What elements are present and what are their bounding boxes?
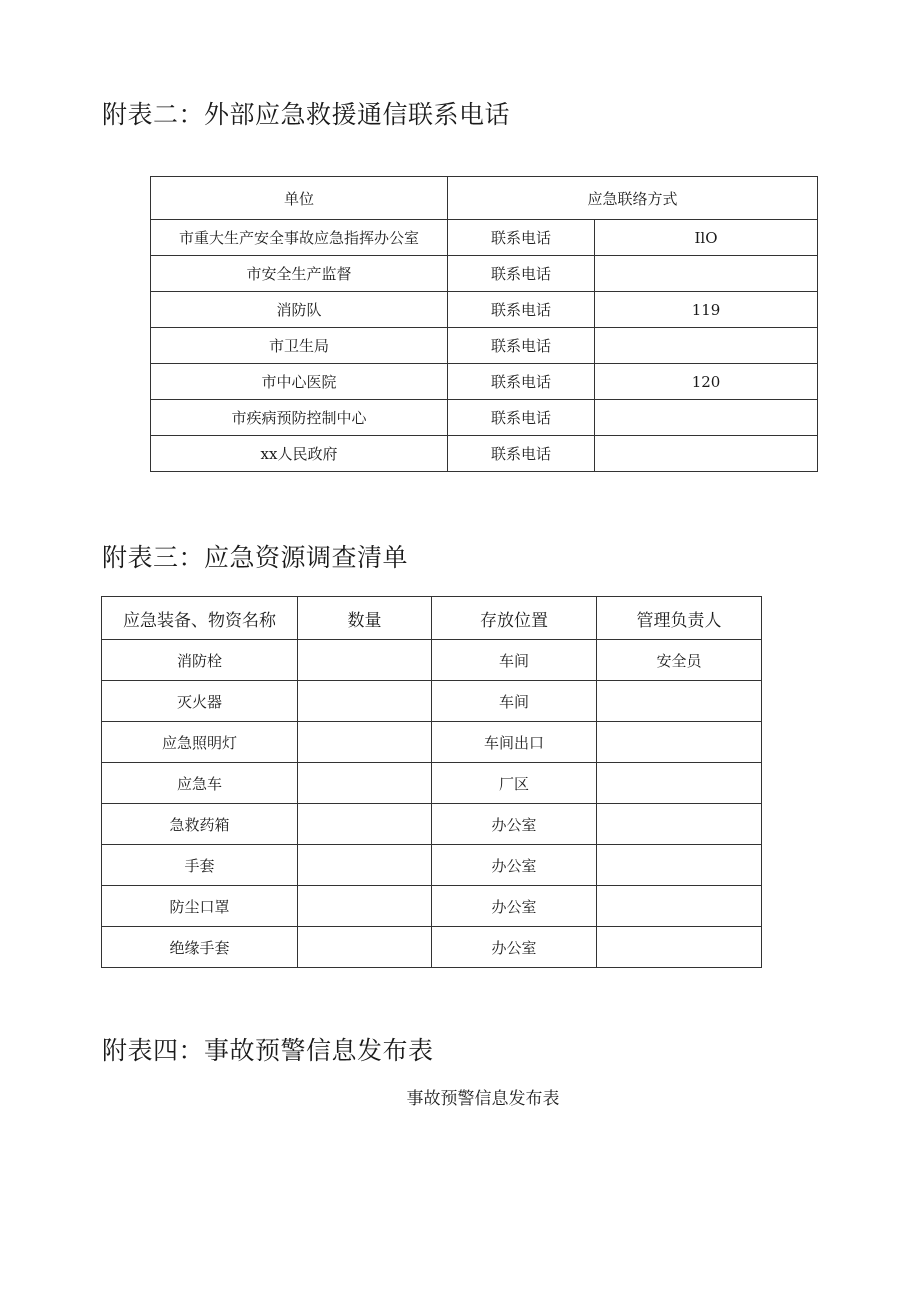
- item-name-cell: 灭火器: [102, 681, 298, 722]
- header-quantity: 数量: [298, 597, 432, 640]
- quantity-cell: [298, 927, 432, 968]
- phone-number-cell: [595, 256, 818, 292]
- table-row: [102, 927, 762, 968]
- location-cell: 厂区: [432, 763, 597, 804]
- quantity-cell: [298, 763, 432, 804]
- warning-table-caption: 事故预警信息发布表: [406, 1089, 560, 1109]
- external-contacts-table: [150, 176, 818, 472]
- header-unit: 单位: [151, 177, 448, 220]
- table-row: [151, 436, 818, 472]
- location-cell: 车间: [432, 681, 597, 722]
- table-row: [102, 845, 762, 886]
- item-name-cell: 应急照明灯: [102, 722, 298, 763]
- contact-type-cell: 联系电话: [448, 292, 595, 328]
- item-name-cell: 手套: [102, 845, 298, 886]
- item-name-cell: 绝缘手套: [102, 927, 298, 968]
- manager-cell: [597, 886, 762, 927]
- unit-cell: 市安全生产监督: [151, 256, 448, 292]
- table-row: [151, 256, 818, 292]
- appendix4-title: 附表四：事故预警信息发布表: [102, 1036, 434, 1065]
- appendix3-title: 附表三：应急资源调查清单: [102, 543, 409, 572]
- manager-cell: [597, 927, 762, 968]
- table-header-row: [151, 177, 818, 220]
- table-row: [102, 681, 762, 722]
- manager-cell: 安全员: [597, 640, 762, 681]
- header-contact-method: 应急联络方式: [448, 177, 818, 220]
- unit-cell: 市重大生产安全事故应急指挥办公室: [151, 220, 448, 256]
- quantity-cell: [298, 681, 432, 722]
- item-name-cell: 应急车: [102, 763, 298, 804]
- table-row: [151, 364, 818, 400]
- phone-number-cell: 120: [595, 364, 818, 400]
- quantity-cell: [298, 845, 432, 886]
- quantity-cell: [298, 804, 432, 845]
- table-row: [102, 804, 762, 845]
- contact-type-cell: 联系电话: [448, 220, 595, 256]
- header-item-name: 应急装备、物资名称: [102, 597, 298, 640]
- item-name-cell: 急救药箱: [102, 804, 298, 845]
- location-cell: 车间出口: [432, 722, 597, 763]
- emergency-resources-table: [101, 596, 762, 968]
- table-row: [151, 292, 818, 328]
- phone-number-cell: [595, 328, 818, 364]
- manager-cell: [597, 763, 762, 804]
- contact-type-cell: 联系电话: [448, 256, 595, 292]
- quantity-cell: [298, 722, 432, 763]
- location-cell: 车间: [432, 640, 597, 681]
- quantity-cell: [298, 640, 432, 681]
- phone-number-cell: IlO: [595, 220, 818, 256]
- table-row: [102, 640, 762, 681]
- contact-type-cell: 联系电话: [448, 436, 595, 472]
- location-cell: 办公室: [432, 886, 597, 927]
- appendix2-title: 附表二：外部应急救援通信联系电话: [102, 100, 511, 129]
- unit-cell: 市中心医院: [151, 364, 448, 400]
- location-cell: 办公室: [432, 927, 597, 968]
- table-header-row: [102, 597, 762, 640]
- unit-cell: 市卫生局: [151, 328, 448, 364]
- manager-cell: [597, 722, 762, 763]
- header-manager: 管理负责人: [597, 597, 762, 640]
- location-cell: 办公室: [432, 845, 597, 886]
- table-row: [151, 400, 818, 436]
- phone-number-cell: 119: [595, 292, 818, 328]
- unit-cell: 市疾病预防控制中心: [151, 400, 448, 436]
- unit-cell: 消防队: [151, 292, 448, 328]
- contact-type-cell: 联系电话: [448, 364, 595, 400]
- item-name-cell: 防尘口罩: [102, 886, 298, 927]
- unit-cell: xx人民政府: [151, 436, 448, 472]
- table-row: [102, 886, 762, 927]
- manager-cell: [597, 681, 762, 722]
- contact-type-cell: 联系电话: [448, 328, 595, 364]
- quantity-cell: [298, 886, 432, 927]
- table-row: [102, 722, 762, 763]
- manager-cell: [597, 804, 762, 845]
- location-cell: 办公室: [432, 804, 597, 845]
- table-row: [102, 763, 762, 804]
- contact-type-cell: 联系电话: [448, 400, 595, 436]
- header-storage-location: 存放位置: [432, 597, 597, 640]
- table-row: [151, 220, 818, 256]
- item-name-cell: 消防栓: [102, 640, 298, 681]
- phone-number-cell: [595, 400, 818, 436]
- manager-cell: [597, 845, 762, 886]
- table-row: [151, 328, 818, 364]
- phone-number-cell: [595, 436, 818, 472]
